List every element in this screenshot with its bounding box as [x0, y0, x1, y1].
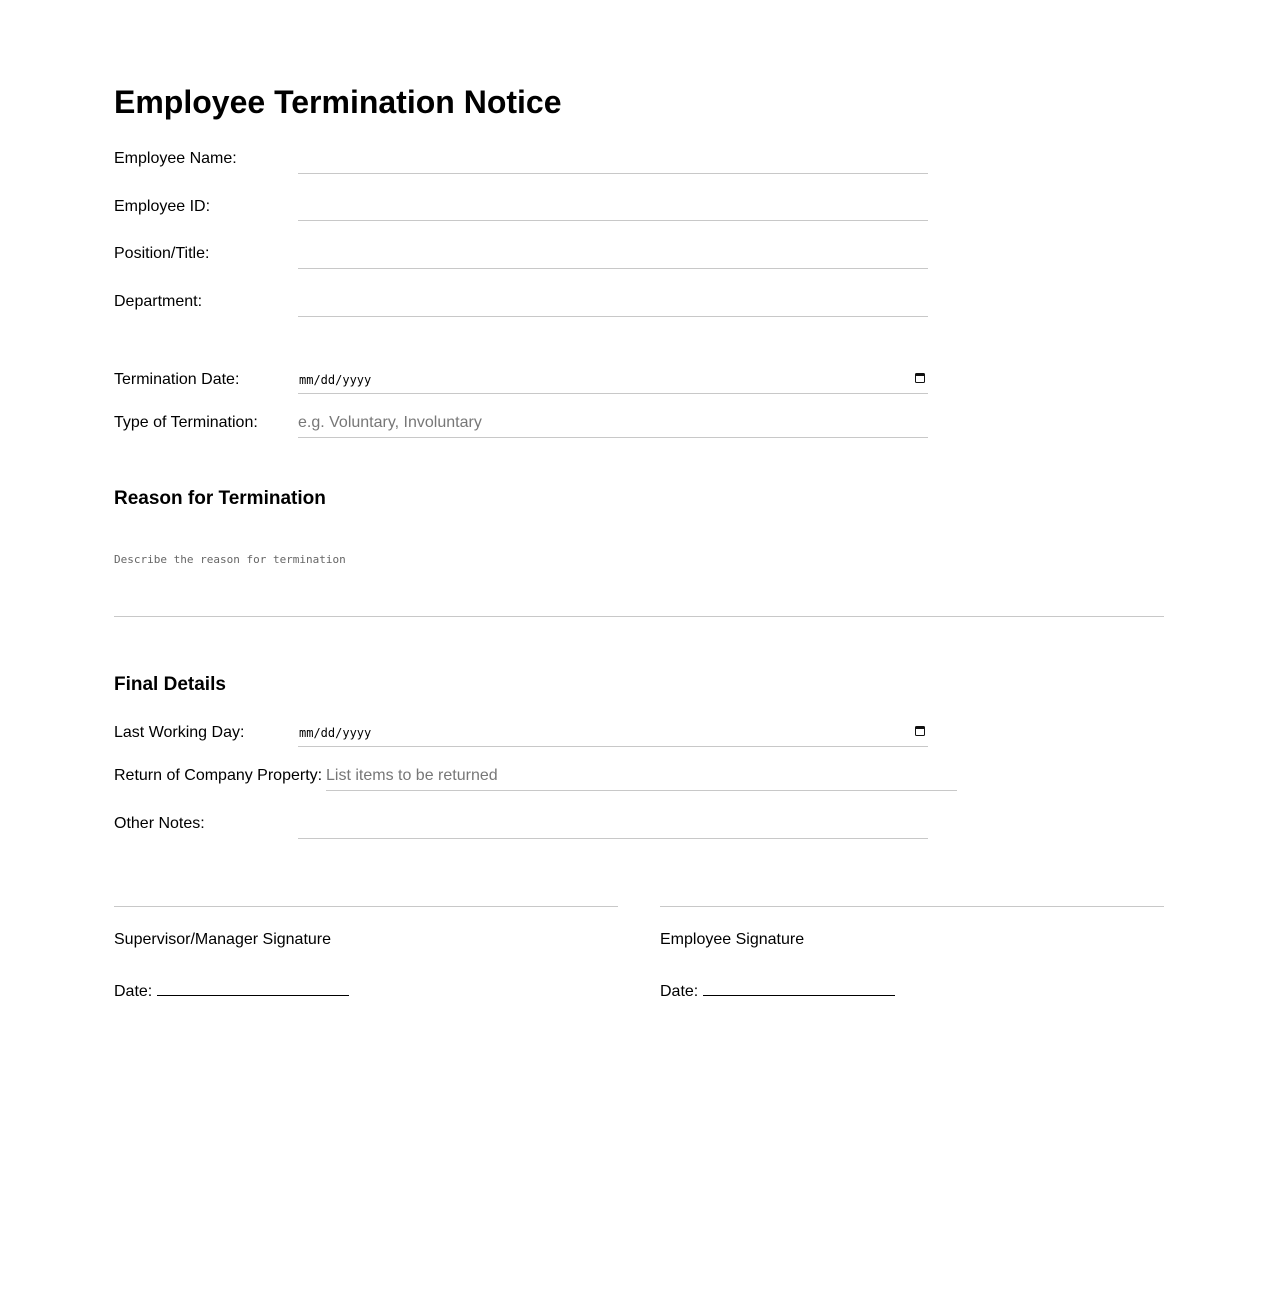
employee-signature-line[interactable] — [660, 906, 1164, 907]
company-property-row — [114, 761, 1164, 791]
calendar-icon[interactable] — [915, 726, 925, 736]
last-working-day-input[interactable] — [298, 723, 928, 747]
last-working-day-row — [114, 723, 1164, 753]
employee-name-input[interactable] — [298, 144, 928, 174]
termination-date-input[interactable] — [298, 370, 928, 394]
supervisor-date — [114, 979, 349, 1002]
employee-date-label: Date: — [660, 983, 699, 1000]
position-label: Position/Title: — [114, 245, 210, 262]
last-working-day-label: Last Working Day: — [114, 724, 245, 741]
other-notes-row — [114, 809, 1164, 839]
other-notes-label: Other Notes: — [114, 815, 205, 832]
employee-date-blank[interactable] — [703, 979, 895, 996]
employee-id-row — [114, 191, 1164, 221]
employee-name-label: Employee Name: — [114, 150, 237, 167]
page-title: Employee Termination Notice — [114, 84, 562, 120]
supervisor-signature-label: Supervisor/Manager Signature — [114, 931, 332, 948]
position-input[interactable] — [298, 239, 928, 269]
reason-placeholder: Describe the reason for termination — [114, 553, 346, 566]
department-label: Department: — [114, 293, 203, 310]
termination-type-input[interactable] — [298, 408, 928, 438]
termination-date-label: Termination Date: — [114, 371, 240, 388]
termination-date-row — [114, 370, 1164, 400]
employee-id-input[interactable] — [298, 191, 928, 221]
employee-date — [660, 979, 895, 1002]
termination-type-label: Type of Termination: — [114, 414, 258, 431]
employee-signature-label: Employee Signature — [660, 931, 805, 948]
company-property-input[interactable] — [326, 761, 957, 791]
position-row — [114, 239, 1164, 269]
supervisor-signature-line[interactable] — [114, 906, 618, 907]
supervisor-date-label: Date: — [114, 983, 153, 1000]
termination-date-value: mm/dd/yyyy — [299, 373, 372, 387]
reason-heading: Reason for Termination — [114, 488, 326, 509]
department-input[interactable] — [298, 287, 928, 317]
department-row — [114, 287, 1164, 317]
termination-type-row — [114, 408, 1164, 438]
other-notes-input[interactable] — [298, 809, 928, 839]
supervisor-date-blank[interactable] — [157, 979, 349, 996]
employee-name-row — [114, 144, 1164, 174]
last-working-day-value: mm/dd/yyyy — [299, 726, 372, 740]
employee-id-label: Employee ID: — [114, 198, 211, 215]
company-property-label: Return of Company Property: — [114, 767, 323, 784]
reason-textarea[interactable] — [114, 542, 1164, 617]
calendar-icon[interactable] — [915, 373, 925, 383]
final-details-heading: Final Details — [114, 674, 226, 695]
